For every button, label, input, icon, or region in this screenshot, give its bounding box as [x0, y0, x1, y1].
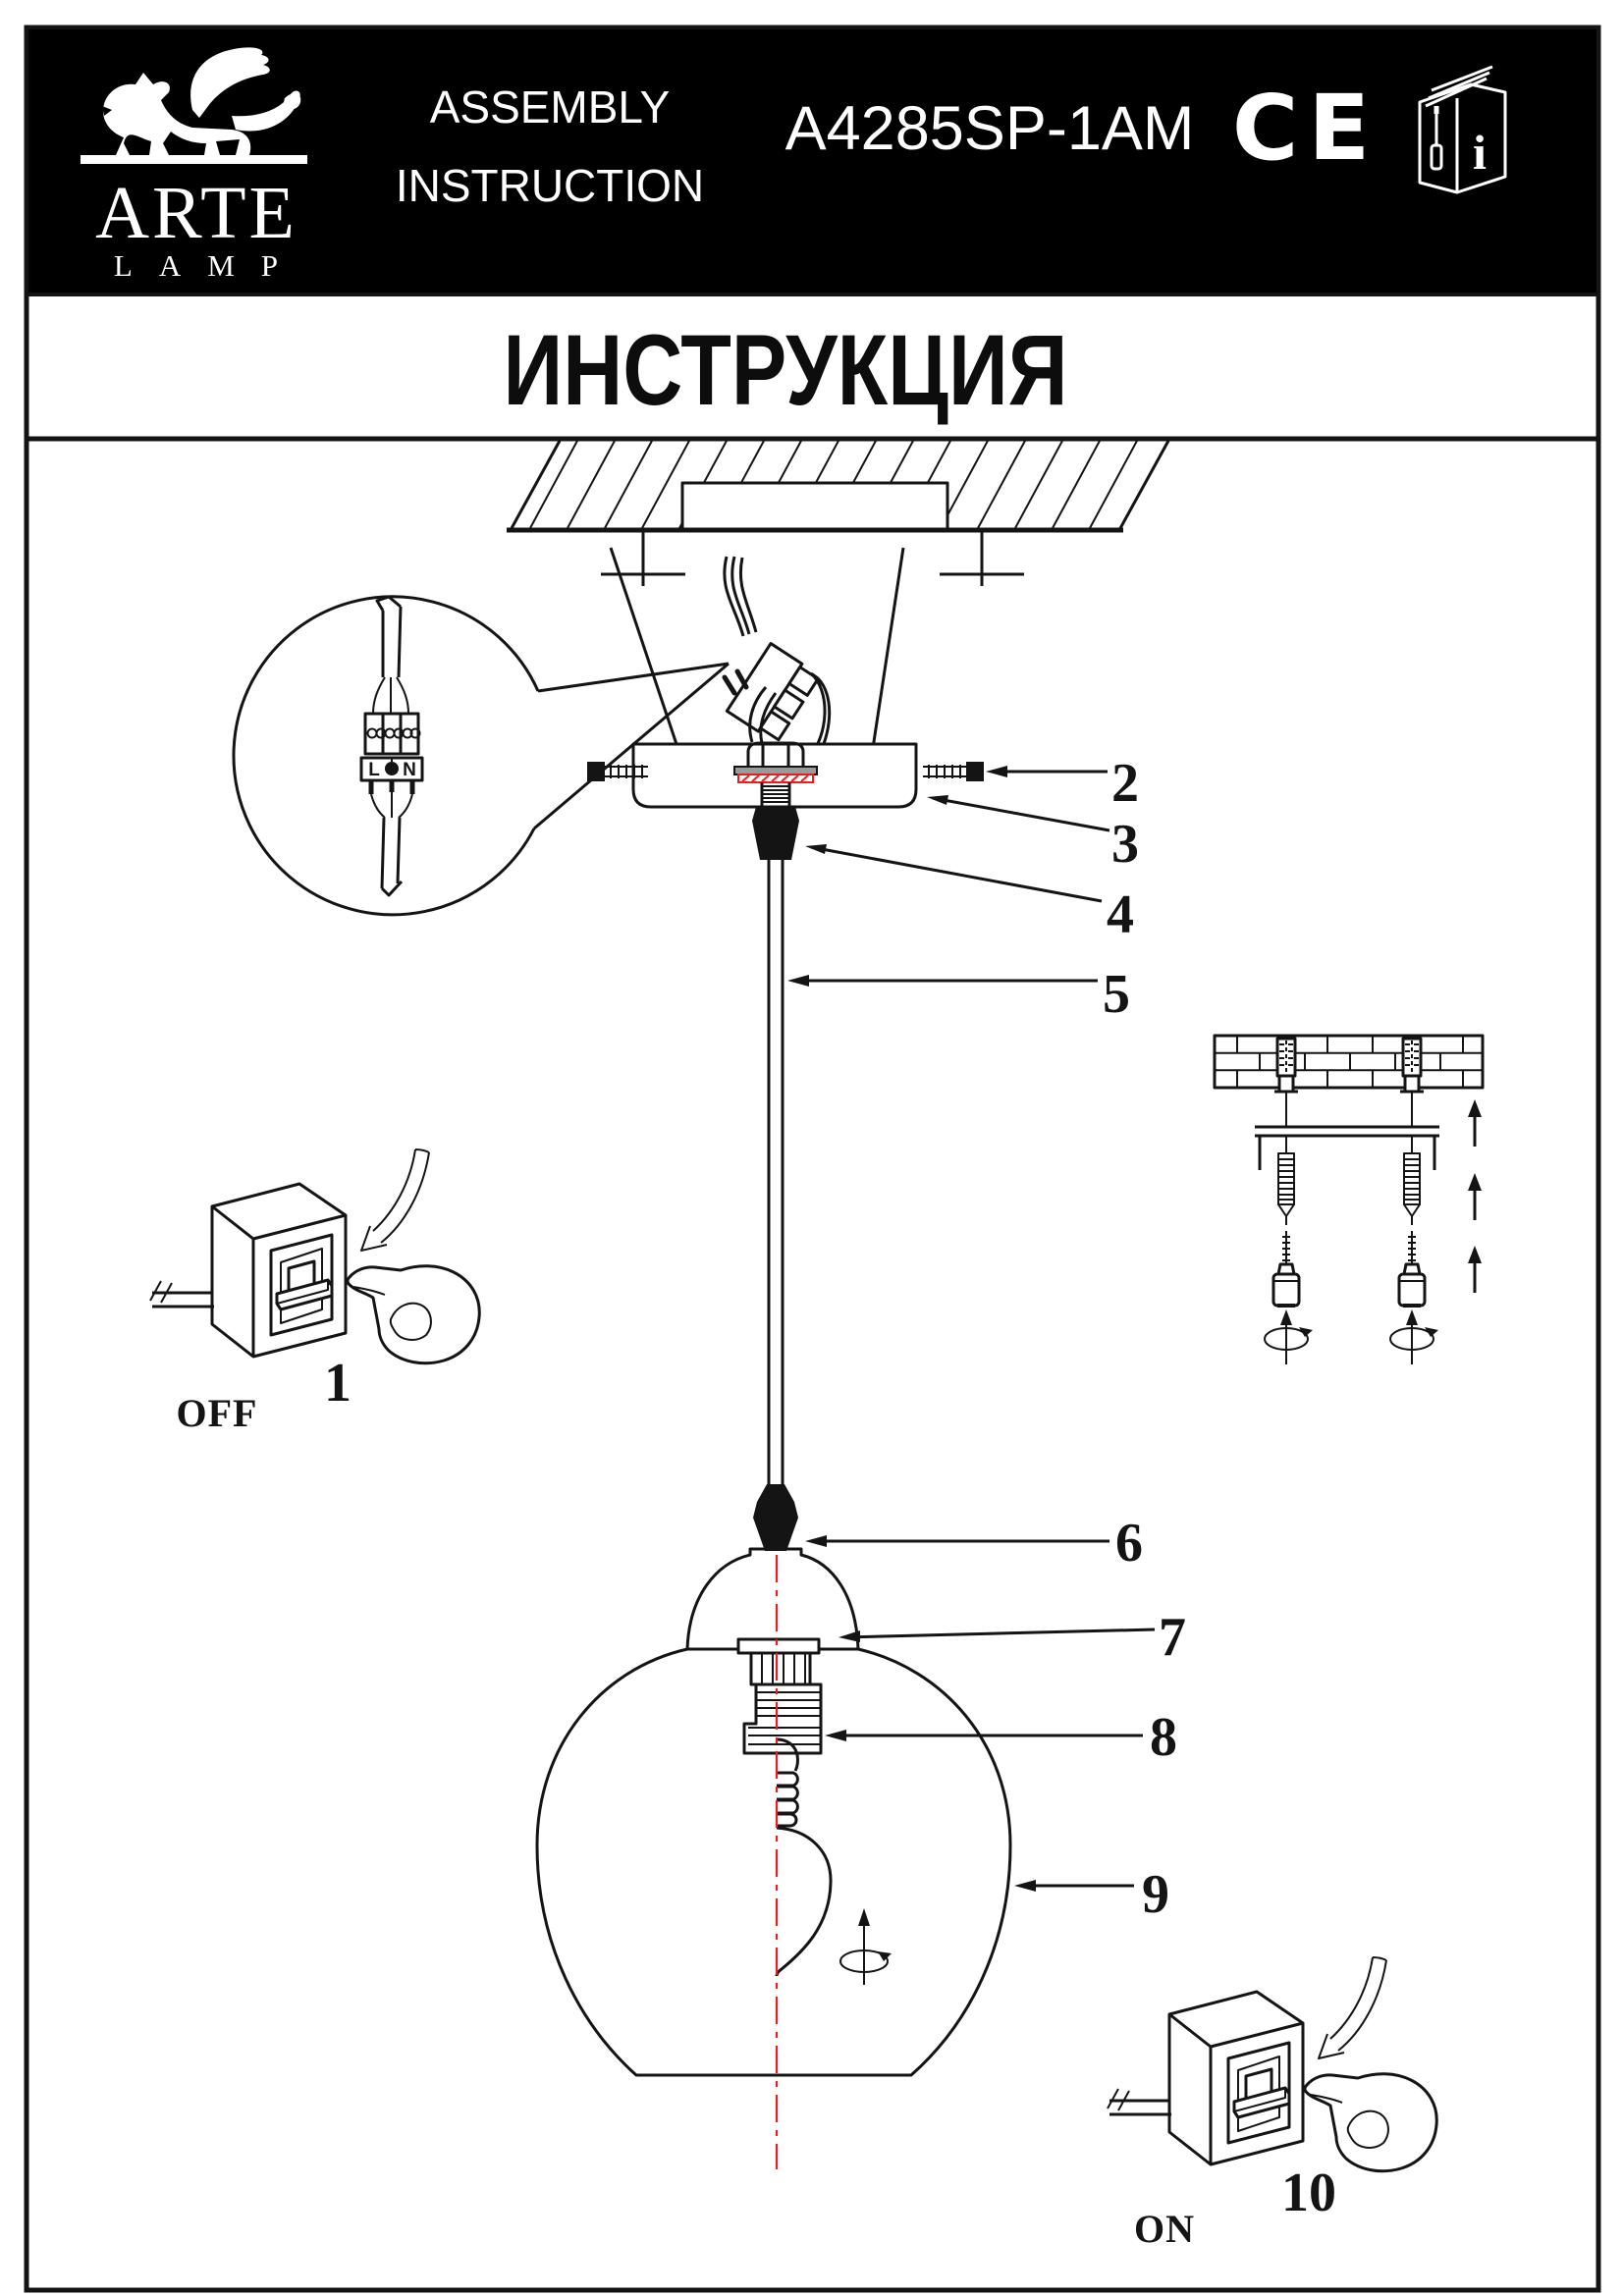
off-label: OFF: [176, 1391, 258, 1435]
header-title-line1: ASSEMBLY: [429, 81, 671, 133]
terminal-neutral-label: N: [403, 760, 416, 780]
ce-mark-icon: CE: [1231, 76, 1380, 181]
off-switch-box: [212, 1184, 346, 1357]
model-number: A4285SP-1AM: [784, 94, 1195, 163]
on-switch-box: [1169, 1992, 1303, 2164]
ceiling-junction-box: [682, 483, 947, 530]
part-label-1: 1: [324, 1353, 352, 1414]
terminal-plugs: [365, 714, 420, 754]
brand-name: ARTE: [95, 172, 298, 254]
part-label-5: 5: [1103, 964, 1130, 1025]
terminal-live-label: L: [368, 760, 380, 780]
part-label-10: 10: [1281, 2163, 1336, 2223]
header-title-line2: INSTRUCTION: [395, 160, 705, 211]
cord-grip-upper: [752, 807, 799, 860]
gasket: [738, 774, 813, 782]
part-label-9: 9: [1142, 1864, 1169, 1925]
info-letter: i: [1473, 125, 1487, 180]
part-label-7: 7: [1159, 1607, 1186, 1668]
part-label-8: 8: [1150, 1707, 1177, 1768]
part-label-4: 4: [1107, 884, 1134, 945]
part-label-2: 2: [1111, 753, 1139, 814]
on-label: ON: [1134, 2207, 1195, 2251]
brand-word: LAMP: [113, 248, 305, 283]
page-title: ИНСТРУКЦИЯ: [503, 314, 1068, 426]
terminal-label-box: [361, 758, 422, 780]
part-label-3: 3: [1111, 814, 1139, 875]
part-label-6: 6: [1115, 1513, 1143, 1574]
